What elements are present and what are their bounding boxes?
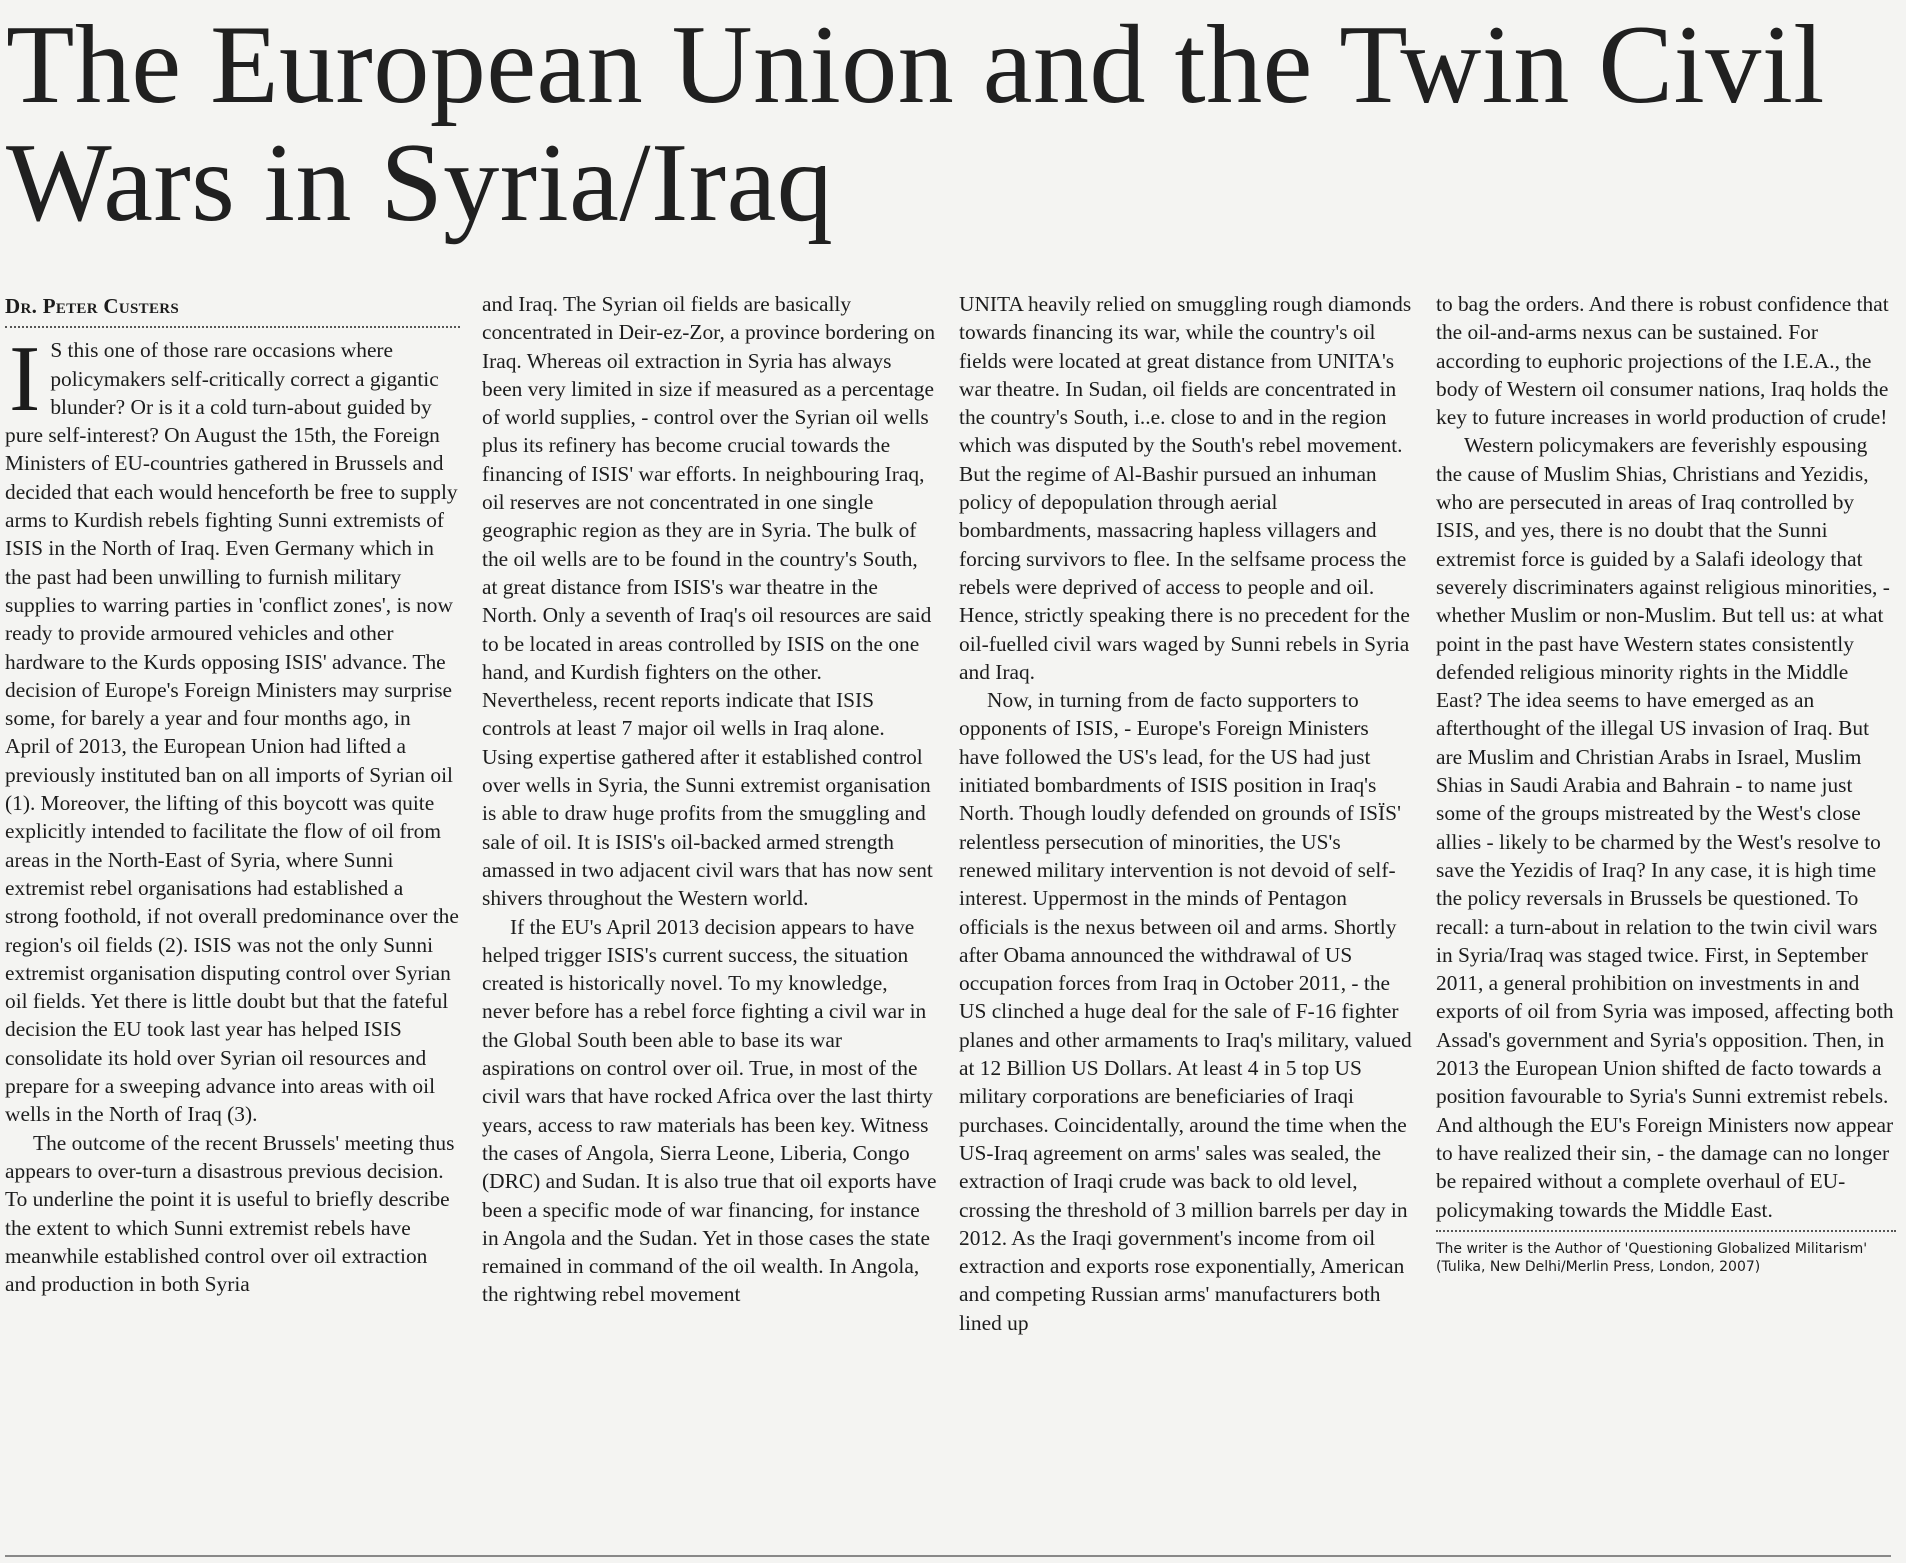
drop-cap: I [9, 327, 41, 432]
byline: Dr. Peter Custers [5, 294, 180, 318]
paragraph: If the EU's April 2013 decision appears to have helped trigger ISIS's current success, the situation created is historically novel. To my knowledge, never before has a rebel force fighting a civil war in the Global South been able to base its war aspirations on control over oil. True, in most of the civil wars that have rocked Africa over the last thirty years, access to raw materials has been key. Witness the cases of Angola, Sierra Leone, Liberia, Congo (DRC) and Sudan. It is also true that oil exports have been a specific mode of war financing, for instance in Angola and the Sudan. Yet in those cases the state remained in command of the oil wealth. In Angola, the rightwing rebel movement [482, 914, 937, 1307]
byline-divider [5, 326, 460, 328]
paragraph: to bag the orders. And there is robust confidence that the oil-and-arms nexus can be sustained. For according to euphoric projections of the I.E.A., the body of Western oil consumer nations, Iraq holds the key to future increases in world production of crude! [1436, 292, 1889, 430]
column-3 [959, 290, 1414, 1552]
author-footnote: The writer is the Author of 'Questioning Globalized Militarism' (Tulika, New Delhi/Merlin Press, London, 2007) [1436, 1240, 1868, 1275]
paragraph: Western policymakers are feverishly espousing the cause of Muslim Shias, Christians and Yezidis, who are persecuted in areas of Iraq controlled by ISIS, and yes, there is no doubt that the Sunni extremist force is guided by a Salafi ideology that severely discriminaters against religious minorities, - whether Muslim or non-Muslim. But tell us: at what point in the past have Western states consistently defended religious minority rights in the Middle East? The idea seems to have emerged as an afterthought of the illegal US invasion of Iraq. But are Muslim and Christian Arabs in Israel, Muslim Shias in Saudi Arabia and Bahrain - to name just some of the groups mistreated by the West's close allies - likely to be charmed by the West's resolve to save the Yezidis of Iraq? In any case, it is high time the policy reversals in Brussels be questioned. To recall: a turn-about in relation to the twin civil wars in Syria/Iraq was staged twice. First, in September 2011, a general prohibition on investments in and exports of oil from Syria was imposed, affecting both Assad's government and Syria's opposition. Then, in 2013 the European Union shifted de facto towards a position favourable to Syria's Sunni extremist rebels. And although the EU's Foreign Ministers now appear to have realized their sin, - the damage can no longer be repaired without a complete overhaul of EU-policymaking towards the Middle East. [1436, 433, 1894, 1222]
paragraph: UNITA heavily relied on smuggling rough diamonds towards financing its war, while the country's oil fields were located at great distance from UNITA's war theatre. In Sudan, oil fields are concentrated in the country's South, i..e. close to and in the region which was disputed by the South's rebel movement. But the regime of Al-Bashir pursued an inhuman policy of depopulation through aerial bombardments, massacring hapless villagers and forcing survivors to flee. In the selfsame process the rebels were deprived of access to people and oil. Hence, strictly speaking there is no precedent for the oil-fuelled civil wars waged by Sunni rebels in Syria and Iraq. [959, 292, 1412, 684]
column-4 [1436, 290, 1896, 1552]
paragraph: and Iraq. The Syrian oil fields are basically concentrated in Deir-ez-Zor, a province bordering on Iraq. Whereas oil extraction in Syria has always been very limited in size if measured as a percentage of world supplies, - control over the Syrian oil wells plus its refinery has become crucial towards the financing of ISIS' war efforts. In neighbouring Iraq, oil reserves are not concentrated in one single geographic region as they are in Syria. The bulk of the oil wells are to be found in the country's South, at great distance from ISIS's war theatre in the North. Only a seventh of Iraq's oil resources are said to be located in areas controlled by ISIS on the one hand, and Kurdish fighters on the other. Nevertheless, recent reports indicate that ISIS controls at least 7 major oil wells in Iraq alone. Using expertise gathered after it established control over wells in Syria, the Sunni extremist organisation is able to draw huge profits from the smuggling and sale of oil. It is ISIS's oil-backed armed strength amassed in two adjacent civil wars that has now sent shivers throughout the Western world. [482, 292, 936, 911]
article-body [5, 290, 1894, 1552]
paragraph: The outcome of the recent Brussels' meeting thus appears to over-turn a disastrous previous decision. To underline the point it is useful to briefly describe the extent to which Sunni extremist rebels have meanwhile established control over oil extraction and production in both Syria [5, 1130, 455, 1297]
footnote-divider [1436, 1230, 1896, 1232]
column-2 [482, 290, 937, 1552]
column-1 [5, 290, 460, 1552]
paragraph: Now, in turning from de facto supporters to opponents of ISIS, - Europe's Foreign Ministers have followed the US's lead, for the US had just initiated bombardments of ISIS position in Iraq's North. Though loudly defended on grounds of ISÏS' relentless persecution of minorities, the US's renewed military intervention is not devoid of self-interest. Uppermost in the minds of Pentagon officials is the nexus between oil and arms. Shortly after Obama announced the withdrawal of US occupation forces from Iraq in October 2011, - the US clinched a huge deal for the sale of F-16 fighter planes and other armaments to Iraq's military, valued at 12 Billion US Dollars. At least 4 in 5 top US military corporations are beneficiaries of Iraqi purchases. Coincidentally, around the time when the US-Iraq agreement on arms' sales was sealed, the extraction of Iraqi crude was back to old level, crossing the threshold of 3 million barrels per day in 2012. As the Iraqi government's income from oil extraction and exports rose exponentially, American and competing Russian arms' manufacturers both lined up [959, 688, 1412, 1335]
article-headline: The European Union and the Twin Civil Wars in Syria/Iraq [6, 3, 1825, 245]
paragraph-text: S this one of those rare occasions where policymakers self-critically correct a gigantic blunder? Or is it a cold turn-about guided by pure self-interest? On August the 15th, the Foreign Ministers of EU-countries gathered in Brussels and decided that each would henceforth be free to supply arms to Kurdish rebels fighting Sunni extremists of ISIS in the North of Iraq. Even Germany which in the past had been unwilling to furnish military supplies to warring parties in 'conflict zones', is now ready to provide armoured vehicles and other hardware to the Kurds opposing ISIS' advance. The decision of Europe's Foreign Ministers may surprise some, for barely a year and four months ago, in April of 2013, the European Union had lifted a previously instituted ban on all imports of Syrian oil (1). Moreover, the lifting of this boycott was quite explicitly intended to facilitate the flow of oil from areas in the North-East of Syria, where Sunni extremist rebel organisations had established a strong foothold, if not overall predominance over the region's oil fields (2). ISIS was not the only Sunni extremist organisation disputing control over Syrian oil fields. Yet there is little doubt but that the fateful decision the EU took last year has helped ISIS consolidate its hold over Syrian oil resources and prepare for a sweeping advance into areas with oil wells in the North of Iraq (3). [5, 338, 459, 1127]
bottom-rule [5, 1555, 1891, 1557]
paragraph [5, 327, 460, 1128]
